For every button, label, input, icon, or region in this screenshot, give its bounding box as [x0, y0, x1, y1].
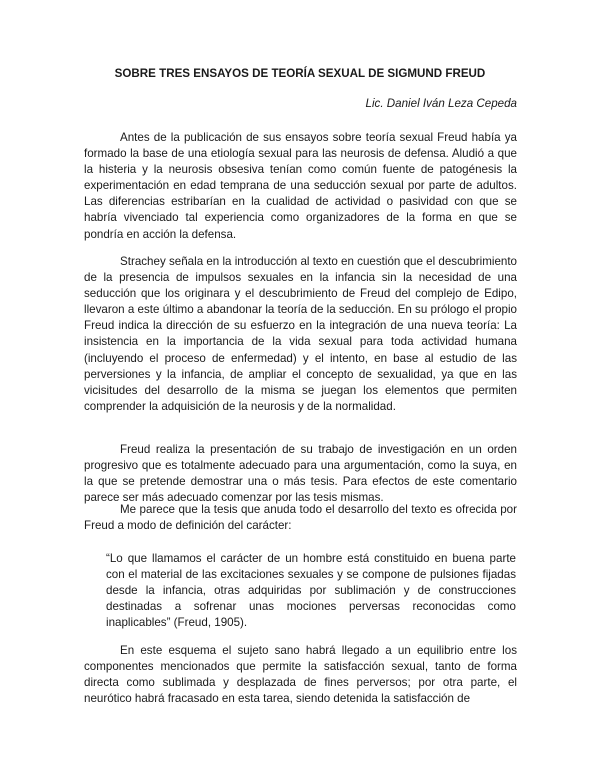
paragraph: Antes de la publicación de sus ensayos sobre teoría sexual Freud había ya formado la base de una etiología sexual para las neurosis de defensa. Aludió a que la histeria y la neurosis obsesiva tenían como común fuente de patogénesis la experimentación en edad temprana de una seducción sexual por parte de adultos. Las diferencias estribarían en la cualidad de actividad o pasividad con que se habría vivenciado tal experiencia como organizadores de la forma en que se pondría en acción la defensa.	[84, 131, 517, 241]
author-name: Lic. Daniel Iván Leza Cepeda	[365, 97, 517, 110]
block-quote: “Lo que llamamos el carácter de un hombre está constituido en buena parte con el material de las excitaciones sexuales y se compone de pulsiones fijadas desde la infancia, otras adquiridas por sublimación y de construcciones destinadas a sofrenar unas mociones perversas reconocidas como inaplicables” (Freud, 1905).	[106, 552, 516, 630]
paragraph: Me parece que la tesis que anuda todo el desarrollo del texto es ofrecida por Freud a modo de definición del carácter:	[84, 503, 517, 533]
paragraph: Freud realiza la presentación de su trabajo de investigación en un orden progresivo que es totalmente adecuado para una argumentación, como la suya, en la que se pretende demostrar una o más tesis. Para efectos de este comentario parece ser más adecuado comenzar por las tesis mismas.	[84, 443, 517, 505]
paragraph: En este esquema el sujeto sano habrá llegado a un equilibrio entre los componentes mencionados que permite la satisfacción sexual, tanto de forma directa como sublimada y desplazada de fines perversos; por otra parte, el neurótico habrá fracasado en esta tarea, siendo detenida la satisfacción de	[84, 644, 517, 706]
document-title: SOBRE TRES ENSAYOS DE TEORÍA SEXUAL DE SIGMUND FREUD	[114, 67, 486, 80]
paragraph: Strachey señala en la introducción al texto en cuestión que el descubrimiento de la presencia de impulsos sexuales en la infancia sin la necesidad de una seducción que los originara y el descubrimiento de Freud del complejo de Edipo, llevaron a este último a abandonar la teoría de la seducción. En su prólogo el propio Freud indica la dirección de su esfuerzo en la integración de una nueva teoría: La insistencia en la importancia de la vida sexual para toda actividad humana (incluyendo el proceso de enfermedad) y el intento, en base al estudio de las perversiones y la infancia, de ampliar el concepto de sexualidad, ya que en las vicisitudes del desarrollo de la misma se juegan los elementos que permiten comprender la adquisición de la neurosis y de la normalidad.	[84, 255, 518, 413]
